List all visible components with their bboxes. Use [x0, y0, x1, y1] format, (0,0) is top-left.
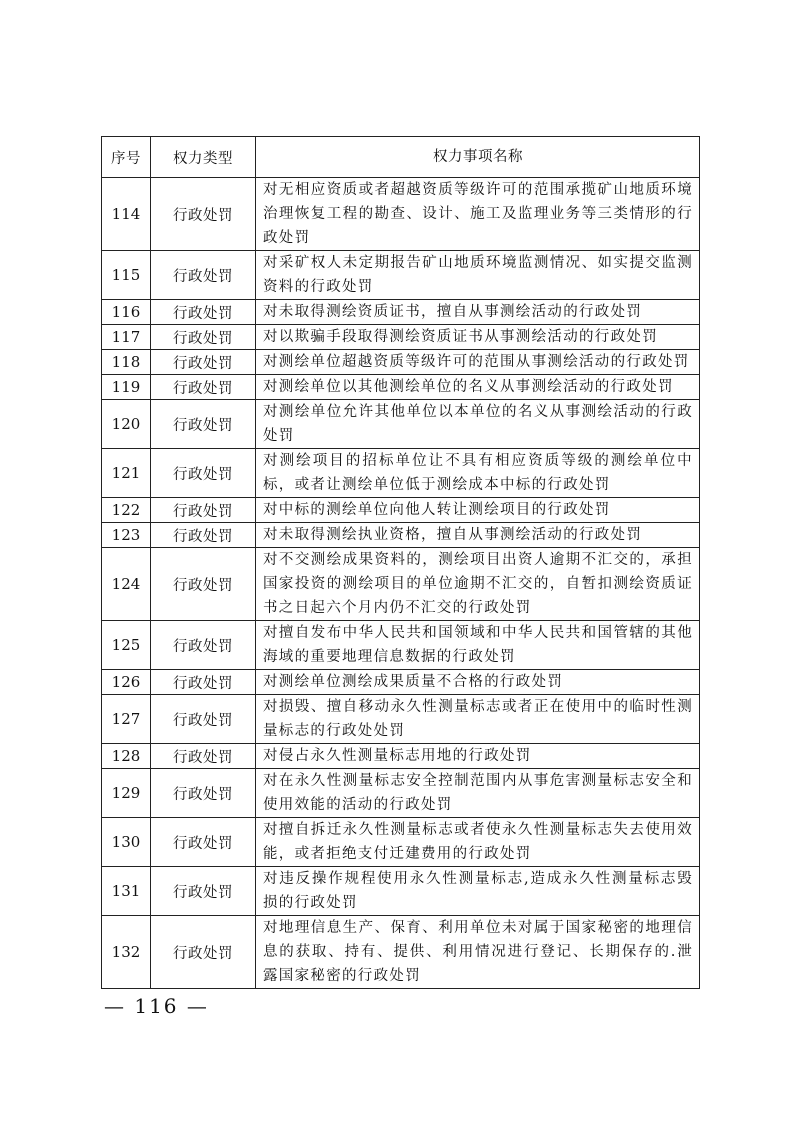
- table-row: [102, 695, 700, 744]
- row-no: 123: [102, 523, 151, 548]
- header-type: 权力类型: [151, 137, 256, 178]
- table-row: [102, 178, 700, 251]
- page-number: — 116 —: [104, 994, 209, 1018]
- row-name: 对测绘单位以其他测绘单位的名义从事测绘活动的行政处罚: [256, 375, 700, 400]
- table-row: [102, 400, 700, 449]
- row-name: 对以欺骗手段取得测绘资质证书从事测绘活动的行政处罚: [256, 325, 700, 350]
- table-row: [102, 670, 700, 695]
- row-name: 对地理信息生产、保育、利用单位未对属于国家秘密的地理信息的获取、持有、提供、利用情况进行登记、长期保存的.泄露国家秘密的行政处罚: [256, 916, 700, 989]
- row-type: 行政处罚: [151, 621, 256, 670]
- row-name: 对擅自发布中华人民共和国领域和中华人民共和国管辖的其他海域的重要地理信息数据的行政处罚: [256, 621, 700, 670]
- row-type: 行政处罚: [151, 178, 256, 251]
- row-type: 行政处罚: [151, 523, 256, 548]
- table-row: [102, 867, 700, 916]
- row-name: 对测绘单位超越资质等级许可的范围从事测绘活动的行政处罚: [256, 350, 700, 375]
- table-row: [102, 350, 700, 375]
- row-type: 行政处罚: [151, 695, 256, 744]
- table-header-row: [102, 137, 700, 178]
- row-name: 对未取得测绘资质证书，擅自从事测绘活动的行政处罚: [256, 300, 700, 325]
- row-name: 对无相应资质或者超越资质等级许可的范围承揽矿山地质环境治理恢复工程的勘查、设计、施工及监理业务等三类情形的行政处罚: [256, 178, 700, 251]
- row-name: 对不交测绘成果资料的，测绘项目出资人逾期不汇交的，承担国家投资的测绘项目的单位逾期不汇交的，自暂扣测绘资质证书之日起六个月内仍不汇交的行政处罚: [256, 548, 700, 621]
- table-row: [102, 325, 700, 350]
- table-row: [102, 744, 700, 769]
- row-type: 行政处罚: [151, 400, 256, 449]
- table-row: [102, 621, 700, 670]
- row-name: 对采矿权人未定期报告矿山地质环境监测情况、如实提交监测资料的行政处罚: [256, 251, 700, 300]
- row-type: 行政处罚: [151, 375, 256, 400]
- table-row: [102, 523, 700, 548]
- row-type: 行政处罚: [151, 744, 256, 769]
- row-no: 130: [102, 818, 151, 867]
- row-type: 行政处罚: [151, 251, 256, 300]
- row-type: 行政处罚: [151, 325, 256, 350]
- header-no: 序号: [102, 137, 151, 178]
- row-type: 行政处罚: [151, 867, 256, 916]
- row-no: 125: [102, 621, 151, 670]
- row-no: 117: [102, 325, 151, 350]
- row-name: 对未取得测绘执业资格，擅自从事测绘活动的行政处罚: [256, 523, 700, 548]
- row-no: 119: [102, 375, 151, 400]
- row-name: 对损毁、擅自移动永久性测量标志或者正在使用中的临时性测量标志的行政处处罚: [256, 695, 700, 744]
- table-row: [102, 818, 700, 867]
- table-row: [102, 251, 700, 300]
- row-name: 对测绘单位测绘成果质量不合格的行政处罚: [256, 670, 700, 695]
- row-name: 对测绘单位允许其他单位以本单位的名义从事测绘活动的行政处罚: [256, 400, 700, 449]
- table-row: [102, 375, 700, 400]
- row-name: 对违反操作规程使用永久性测量标志,造成永久性测量标志毁损的行政处罚: [256, 867, 700, 916]
- row-no: 118: [102, 350, 151, 375]
- row-type: 行政处罚: [151, 498, 256, 523]
- row-no: 114: [102, 178, 151, 251]
- row-type: 行政处罚: [151, 670, 256, 695]
- row-name: 对擅自拆迁永久性测量标志或者使永久性测量标志失去使用效能，或者拒绝支付迁建费用的行政处罚: [256, 818, 700, 867]
- row-no: 131: [102, 867, 151, 916]
- row-no: 129: [102, 769, 151, 818]
- table-row: [102, 548, 700, 621]
- row-no: 126: [102, 670, 151, 695]
- row-type: 行政处罚: [151, 548, 256, 621]
- row-type: 行政处罚: [151, 350, 256, 375]
- row-no: 132: [102, 916, 151, 989]
- row-type: 行政处罚: [151, 916, 256, 989]
- row-no: 128: [102, 744, 151, 769]
- row-no: 115: [102, 251, 151, 300]
- table-row: [102, 300, 700, 325]
- table-row: [102, 916, 700, 989]
- table-row: [102, 449, 700, 498]
- row-type: 行政处罚: [151, 449, 256, 498]
- row-no: 121: [102, 449, 151, 498]
- row-name: 对中标的测绘单位向他人转让测绘项目的行政处罚: [256, 498, 700, 523]
- table-body: [102, 178, 700, 989]
- row-name: 对侵占永久性测量标志用地的行政处罚: [256, 744, 700, 769]
- row-no: 122: [102, 498, 151, 523]
- row-type: 行政处罚: [151, 818, 256, 867]
- row-name: 对测绘项目的招标单位让不具有相应资质等级的测绘单位中标，或者让测绘单位低于测绘成本中标的行政处罚: [256, 449, 700, 498]
- row-no: 127: [102, 695, 151, 744]
- table-row: [102, 498, 700, 523]
- row-no: 124: [102, 548, 151, 621]
- header-name: 权力事项名称: [256, 137, 700, 178]
- power-items-table: [101, 136, 700, 989]
- table-row: [102, 769, 700, 818]
- row-no: 116: [102, 300, 151, 325]
- row-type: 行政处罚: [151, 300, 256, 325]
- row-type: 行政处罚: [151, 769, 256, 818]
- row-no: 120: [102, 400, 151, 449]
- row-name: 对在永久性测量标志安全控制范围内从事危害测量标志安全和使用效能的活动的行政处罚: [256, 769, 700, 818]
